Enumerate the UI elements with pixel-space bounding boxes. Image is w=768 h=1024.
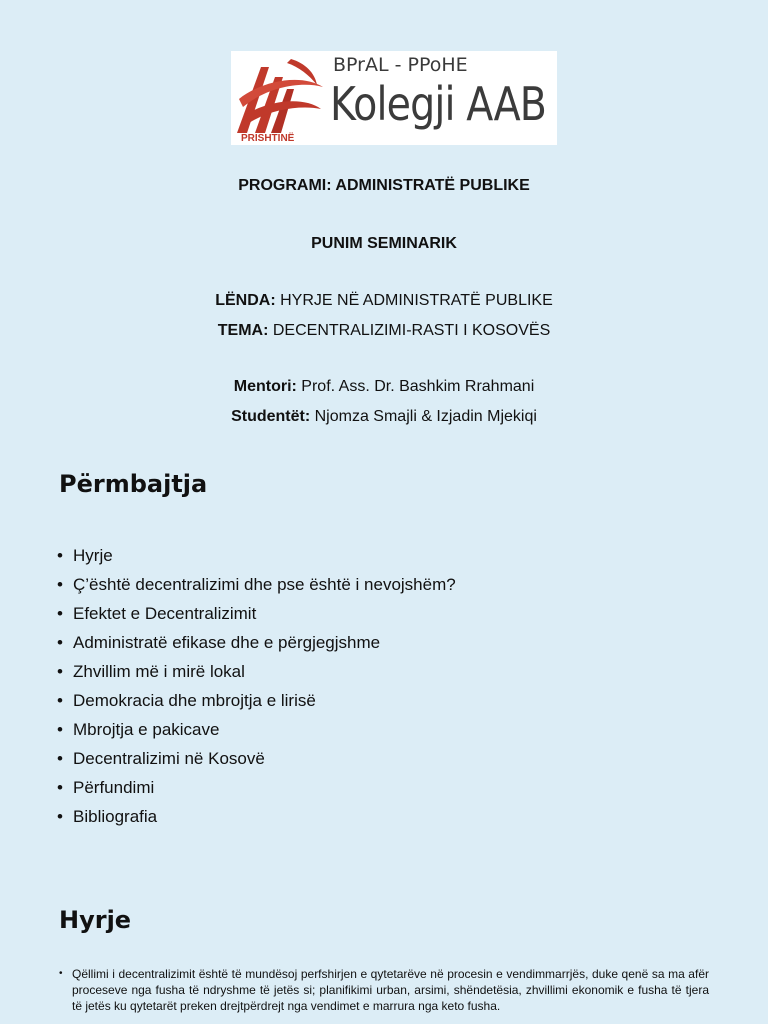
bullet-icon: • xyxy=(57,633,63,652)
mentor-value: Prof. Ass. Dr. Bashkim Rrahmani xyxy=(301,378,535,395)
toc-item-label: Demokracia dhe mbrojtja e lirisë xyxy=(73,691,316,710)
toc-item xyxy=(57,542,456,571)
bullet-icon: • xyxy=(59,968,63,979)
intro-title: Hyrje xyxy=(59,906,132,934)
toc-item xyxy=(57,629,456,658)
program-line: PROGRAMI: ADMINISTRATË PUBLIKE xyxy=(238,177,530,194)
toc-item-label: Bibliografia xyxy=(73,807,158,826)
bullet-icon: • xyxy=(57,691,63,710)
logo-name: Kolegji AAB xyxy=(330,77,547,131)
toc-item xyxy=(57,745,456,774)
toc-item-label: Ç’është decentralizimi dhe pse është i nevojshëm? xyxy=(73,575,456,594)
logo-city: PRISHTINË xyxy=(241,133,295,144)
toc-list xyxy=(57,542,456,832)
bullet-icon: • xyxy=(57,720,63,739)
aab-emblem-icon xyxy=(231,51,331,145)
logo-subtitle: BPrAL - PPoHE xyxy=(333,54,468,76)
topic-label: TEMA: xyxy=(217,322,269,339)
subject-line xyxy=(0,291,768,311)
college-logo xyxy=(231,51,557,145)
bullet-icon: • xyxy=(57,662,63,681)
toc-item xyxy=(57,716,456,745)
toc-item-label: Përfundimi xyxy=(73,778,155,797)
topic-line xyxy=(0,321,768,341)
toc-item xyxy=(57,803,456,832)
toc-title: Përmbajtja xyxy=(59,470,208,498)
students-label: Studentët: xyxy=(231,408,311,425)
bullet-icon: • xyxy=(57,778,63,797)
toc-item-label: Zhvillim më i mirë lokal xyxy=(73,662,245,681)
bullet-icon: • xyxy=(57,807,63,826)
students-value: Njomza Smajli & Izjadin Mjekiqi xyxy=(314,408,537,425)
bullet-icon: • xyxy=(57,575,63,594)
intro-paragraph xyxy=(59,966,709,1014)
intro-text: Qëllimi i decentralizimit është të mundësoj perfshirjen e qytetarëve në procesin e vendimmarrjës, duke qenë sa ma afër proceseve nga fusha të ndryshme të jetës si; planifikimi urban, arsimi, shëndetësia, zhvillimi ekonomik e fusha të tjera të jetës ku qytetarët preken drejtpërdrejt nga vendimet e marrura nga keto fusha. xyxy=(72,967,709,1013)
toc-item xyxy=(57,571,456,600)
bullet-icon: • xyxy=(57,749,63,768)
toc-item xyxy=(57,600,456,629)
toc-item-label: Administratë efikase dhe e përgjegjshme xyxy=(73,633,381,652)
topic-value: DECENTRALIZIMI-RASTI I KOSOVËS xyxy=(272,322,551,339)
mentor-label: Mentori: xyxy=(233,378,297,395)
toc-item xyxy=(57,658,456,687)
toc-item-label: Hyrje xyxy=(73,546,113,565)
bullet-icon: • xyxy=(57,546,63,565)
doc-type-line: PUNIM SEMINARIK xyxy=(311,235,457,252)
toc-item-label: Mbrojtja e pakicave xyxy=(73,720,220,739)
students-line xyxy=(0,407,768,427)
toc-item-label: Decentralizimi në Kosovë xyxy=(73,749,265,768)
toc-item xyxy=(57,687,456,716)
subject-value: HYRJE NË ADMINISTRATË PUBLIKE xyxy=(280,292,553,309)
bullet-icon: • xyxy=(57,604,63,623)
toc-item-label: Efektet e Decentralizimit xyxy=(73,604,257,623)
toc-item xyxy=(57,774,456,803)
subject-label: LËNDA: xyxy=(215,292,276,309)
mentor-line xyxy=(0,377,768,397)
